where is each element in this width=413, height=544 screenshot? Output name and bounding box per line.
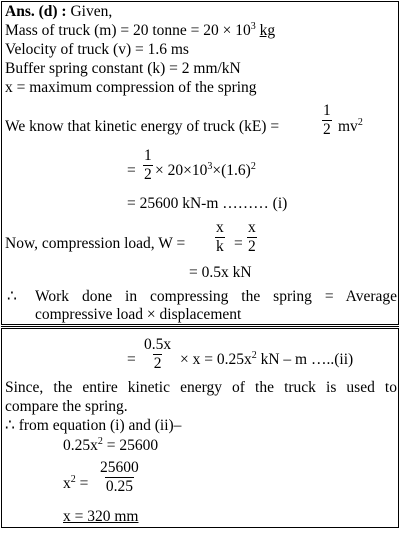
x2-exp: 2 [70, 474, 76, 485]
x-squared-lhs [63, 476, 88, 492]
eq1-exp: 2 [97, 436, 103, 447]
part2-expr-tail: kN – m …..(ii) [260, 351, 354, 368]
step2-result: = 25600 kN-m ……… (i) [127, 195, 288, 212]
given-spring-constant: Buffer spring constant (k) = 2 mm/kN [5, 60, 241, 77]
step1-expr: × 20×10 [155, 162, 208, 179]
step1-exp: 3 [207, 161, 213, 172]
work-line-1: Work done in compressing the spring = Average [35, 288, 397, 305]
equation-1 [63, 438, 158, 454]
mass-exponent: 3 [250, 21, 256, 32]
part2-fraction [143, 337, 172, 371]
load-result: = 0.5x kN [189, 264, 252, 281]
step1-eq: = [127, 162, 136, 179]
part2-eq: = [127, 351, 136, 368]
ke-fraction [322, 103, 332, 137]
part2-expr: × x = 0.25x [180, 351, 252, 368]
step1-expr2: ×(1.6) [212, 162, 251, 179]
since-line-1: Since, the entire kinetic energy of the truck is used to [5, 379, 397, 396]
part2-exp: 2 [251, 350, 257, 361]
step1-fraction [143, 148, 153, 182]
step1-expression [155, 163, 256, 179]
load-frac2-num: x [248, 219, 256, 236]
load-fraction-2 [247, 220, 257, 254]
x2-eq: = [79, 475, 89, 492]
ke-mv: mv [338, 118, 358, 135]
eq1-lhs: 0.25x [63, 437, 98, 454]
since-line-2: compare the spring. [5, 398, 128, 415]
x2-frac-num: 25600 [100, 459, 139, 476]
part2-frac-den: 2 [153, 354, 162, 372]
mass-text: Mass of truck (m) = 20 tonne = 20 × 10 [5, 22, 251, 39]
part2-frac-num: 0.5x [144, 336, 172, 353]
step1-exp2: 2 [250, 161, 256, 172]
step1-frac-den: 2 [144, 165, 152, 183]
step1-frac-num: 1 [144, 147, 152, 164]
ke-frac-num: 1 [323, 102, 331, 119]
given-mass [5, 23, 275, 39]
given-label: Given, [70, 3, 113, 20]
load-frac1-num: x [216, 219, 224, 236]
answer-label: Ans. (d) : [5, 3, 67, 20]
work-line-2: compressive load × displacement [35, 306, 242, 323]
load-frac1-den: k [216, 237, 224, 255]
load-lead-text: Now, compression load, W = [5, 235, 186, 252]
from-equation: ∴ from equation (i) and (ii)– [5, 417, 182, 434]
ke-exponent: 2 [357, 117, 363, 128]
x2-fraction [99, 460, 140, 494]
x2-frac-den: 0.25 [105, 477, 133, 495]
part2-expression [180, 352, 353, 368]
ke-lead-text: We know that kinetic energy of truck (kE) = [5, 118, 280, 135]
given-compression: x = maximum compression of the spring [5, 79, 257, 96]
x2-var: x [63, 475, 71, 492]
given-velocity: Velocity of truck (v) = 1.6 ms [5, 41, 189, 58]
ke-frac-den: 2 [323, 120, 331, 138]
final-answer-text: x = 320 mm [63, 508, 139, 525]
therefore-symbol: ∴ [7, 288, 17, 305]
answer-heading [5, 4, 112, 20]
ke-tail [338, 119, 363, 135]
load-eq: = [234, 235, 243, 252]
mass-unit: kg [259, 22, 276, 39]
final-answer [63, 509, 138, 525]
load-frac2-den: 2 [248, 237, 256, 255]
eq1-rhs: = 25600 [106, 437, 159, 454]
load-fraction-1 [215, 220, 225, 254]
